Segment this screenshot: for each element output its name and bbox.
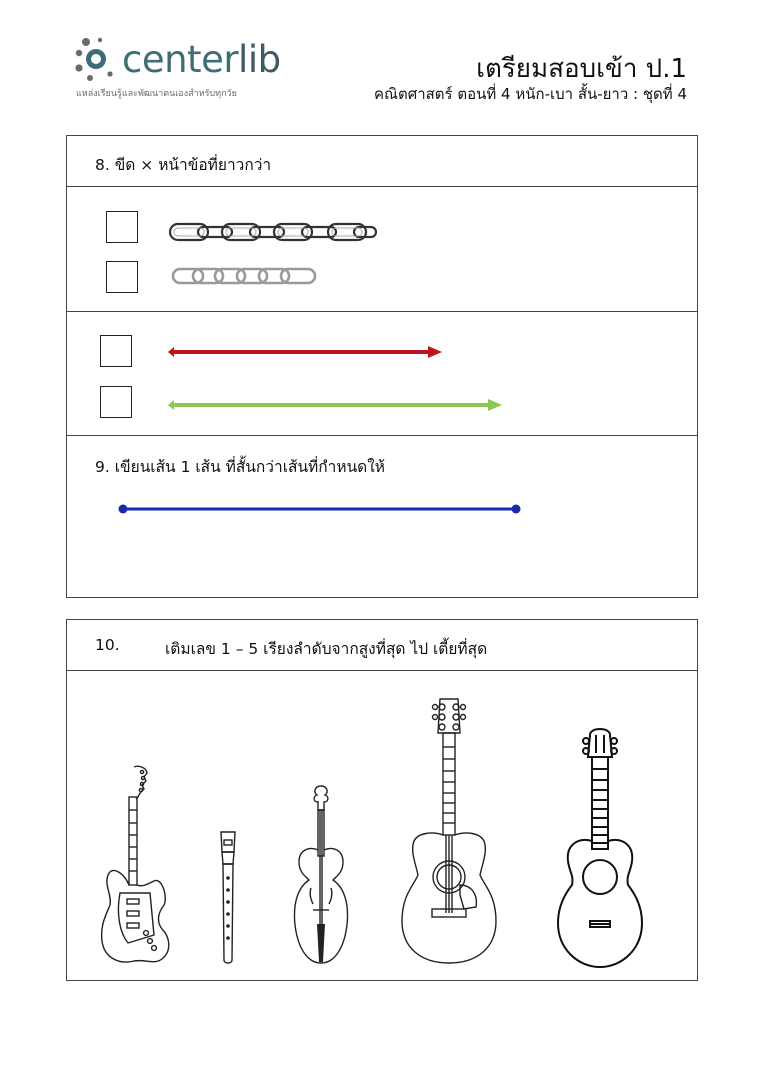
divider bbox=[66, 435, 698, 436]
recorder-icon bbox=[216, 830, 240, 968]
electric-guitar-icon bbox=[98, 765, 174, 970]
reference-blue-line bbox=[116, 502, 526, 516]
divider bbox=[66, 670, 698, 671]
question-10-prompt: เติมเลข 1 – 5 เรียงลำดับจากสูงที่สุด ไป เตี้ยที่สุด bbox=[165, 640, 488, 658]
dark-chain-icon bbox=[168, 221, 380, 243]
ukulele-icon bbox=[554, 725, 646, 970]
answer-drawing-area[interactable] bbox=[80, 525, 680, 585]
page-subtitle: คณิตศาสตร์ ตอนที่ 4 หนัก-เบา สั้น-ยาว : ชุดที่ 4 bbox=[374, 85, 687, 103]
answer-checkbox-red-arrow[interactable] bbox=[100, 335, 132, 367]
gray-chain-icon bbox=[171, 266, 319, 286]
logo-icon bbox=[72, 36, 122, 82]
acoustic-guitar-icon bbox=[398, 695, 500, 967]
question-9-prompt: 9. เขียนเส้น 1 เส้น ที่สั้นกว่าเส้นที่กำหนดให้ bbox=[95, 458, 386, 476]
answer-checkbox-green-arrow[interactable] bbox=[100, 386, 132, 418]
question-8-prompt: 8. ขีด × หน้าข้อที่ยาวกว่า bbox=[95, 156, 272, 174]
answer-checkbox-chain-2[interactable] bbox=[106, 261, 138, 293]
violin-icon bbox=[289, 784, 353, 968]
answer-checkbox-chain-1[interactable] bbox=[106, 211, 138, 243]
question-10-number: 10. bbox=[95, 636, 120, 654]
divider bbox=[66, 311, 698, 312]
logo-tagline: แหล่งเรียนรู้และพัฒนาตนเองสำหรับทุกวัย bbox=[76, 89, 237, 99]
logo-wordmark: centerlib bbox=[122, 38, 281, 81]
red-arrow-line bbox=[166, 343, 446, 361]
divider bbox=[66, 186, 698, 187]
green-arrow-line bbox=[166, 396, 506, 414]
page-title: เตรียมสอบเข้า ป.1 bbox=[476, 54, 687, 84]
